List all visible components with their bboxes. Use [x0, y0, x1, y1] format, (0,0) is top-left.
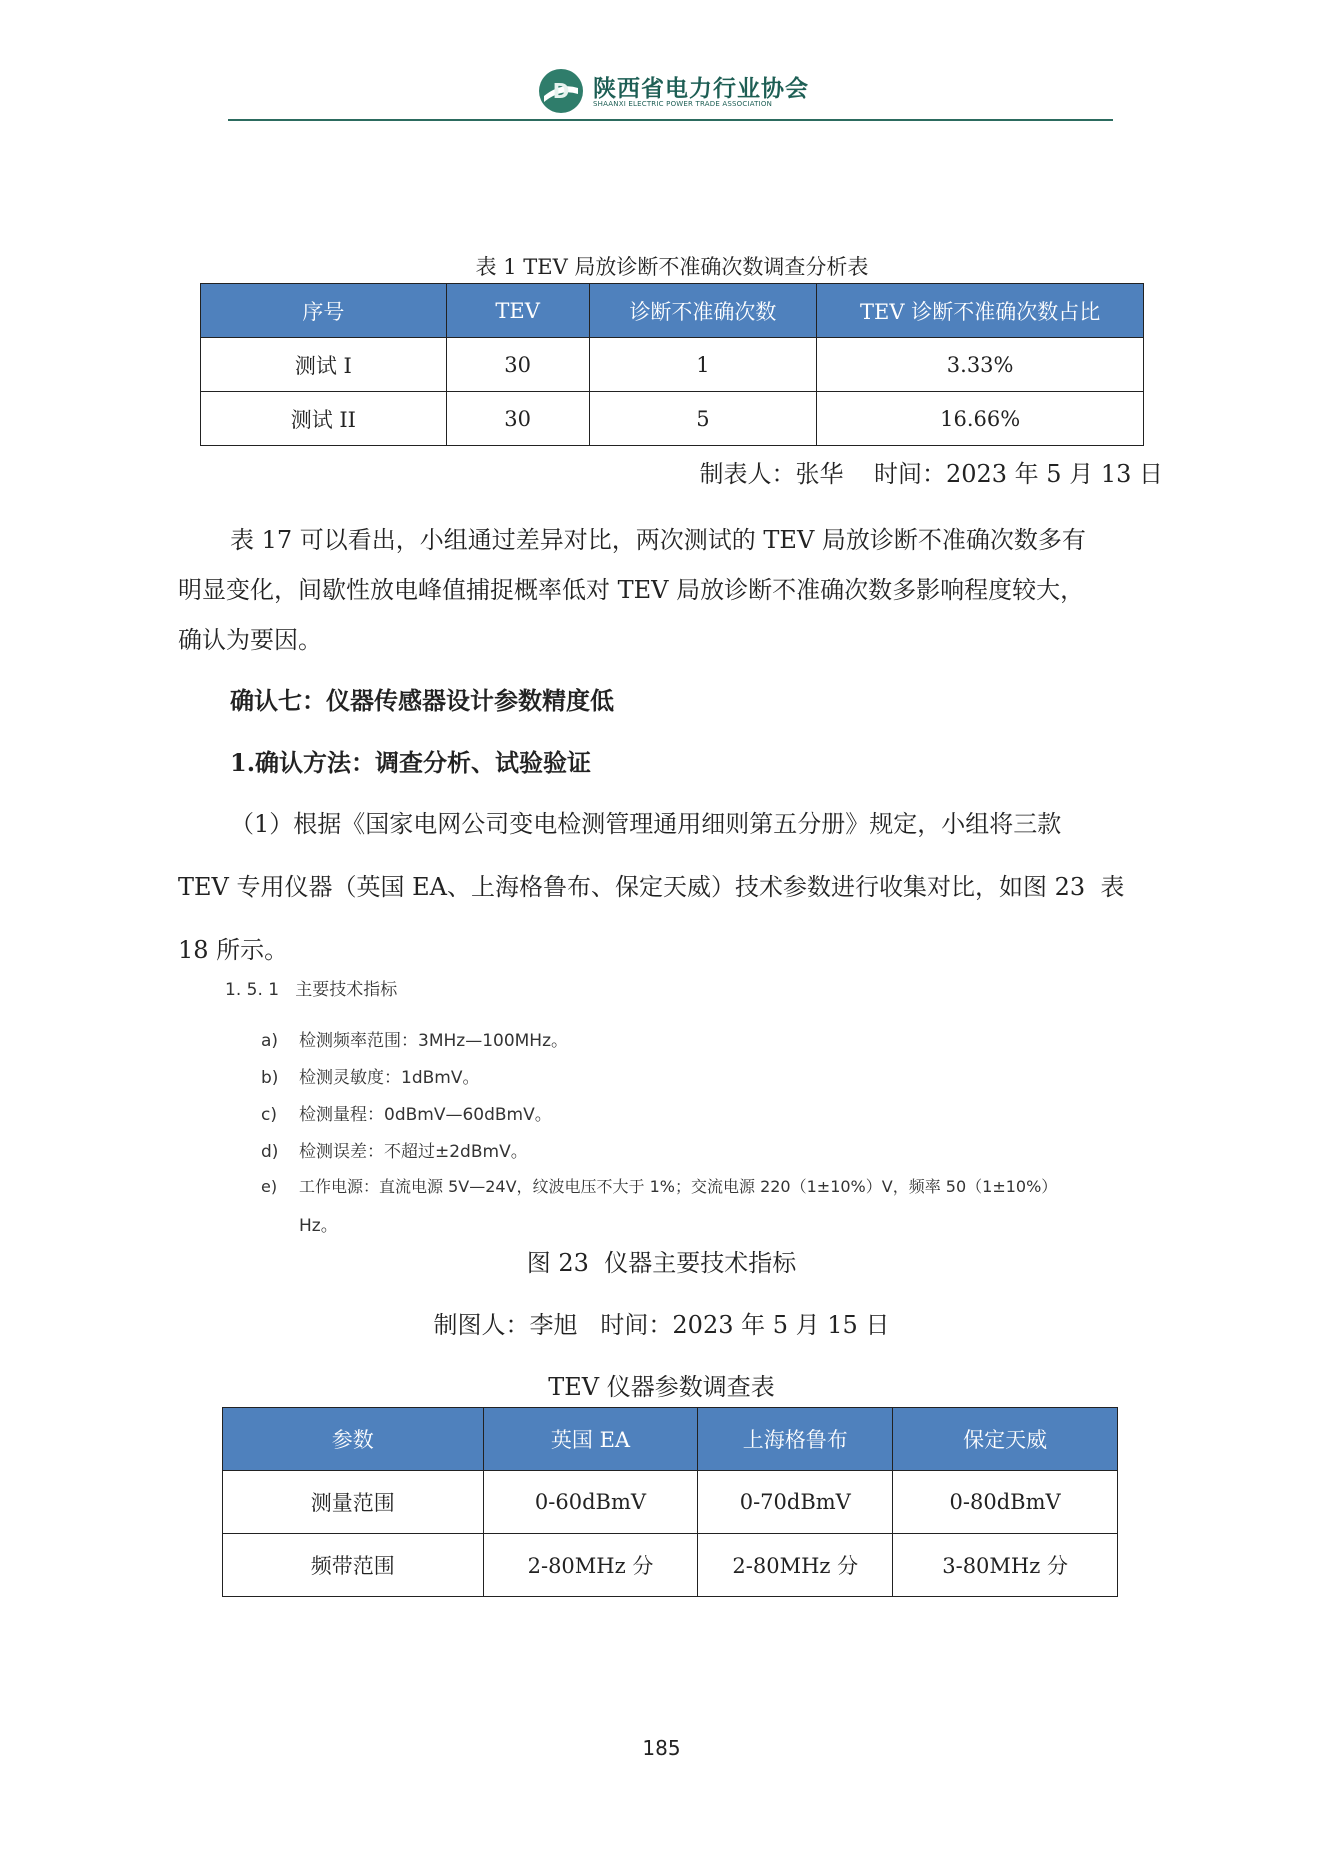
body-text-line: TEV 专用仪器（英国 EA、上海格鲁布、保定天威）技术参数进行收集对比，如图 23 表 — [178, 873, 1125, 901]
table-row — [223, 1534, 1118, 1597]
table2 — [222, 1407, 1118, 1597]
spec-item-text: 检测频率范围：3MHz—100MHz。 — [299, 1031, 569, 1051]
table2-cell: 测量范围 — [223, 1471, 484, 1534]
section-heading: 确认七：仪器传感器设计参数精度低 — [230, 686, 614, 715]
spec-item-letter: e) — [261, 1177, 278, 1196]
figure-caption: 图 23 仪器主要技术指标 — [526, 1249, 797, 1277]
table2-cell: 频带范围 — [223, 1534, 484, 1597]
table2-header-cell: 英国 EA — [483, 1408, 698, 1471]
table1-cell: 1 — [589, 338, 817, 392]
spec-item-text: 工作电源：直流电源 5V—24V，纹波电压不大于 1%；交流电源 220（1±10%）V，频率 50（1±10%） — [299, 1177, 1058, 1196]
body-text-line: 明显变化，间歇性放电峰值捕捉概率低对 TEV 局放诊断不准确次数多影响程度较大， — [178, 576, 1085, 604]
body-text-line: （1）根据《国家电网公司变电检测管理通用细则第五分册》规定，小组将三款 — [230, 810, 1062, 838]
spec-item-text: 检测灵敏度：1dBmV。 — [299, 1068, 480, 1088]
table1-header-cell: TEV — [446, 284, 589, 338]
table1-cell: 5 — [589, 392, 817, 446]
table-row — [201, 392, 1144, 446]
spec-item — [261, 1100, 552, 1125]
table2-cell: 2-80MHz 分 — [483, 1534, 698, 1597]
page-number: 185 — [642, 1736, 681, 1760]
svg-text:D: D — [552, 79, 570, 103]
table2-caption: TEV 仪器参数调查表 — [548, 1373, 775, 1401]
table2-cell: 0-60dBmV — [483, 1471, 698, 1534]
header-divider — [228, 119, 1113, 121]
table2-cell: 3-80MHz 分 — [893, 1534, 1118, 1597]
org-name-en: SHAANXI ELECTRIC POWER TRADE ASSOCIATION — [593, 100, 773, 108]
spec-item-continuation: Hz。 — [299, 1216, 338, 1236]
figure-23-image — [225, 975, 1105, 1243]
subsection-heading: 1.确认方法：调查分析、试验验证 — [230, 748, 592, 777]
body-text-line: 确认为要因。 — [178, 626, 322, 654]
table1 — [200, 283, 1144, 446]
figure-section-title: 1. 5. 1 主要技术指标 — [225, 980, 398, 1000]
spec-item-text: 检测误差：不超过±2dBmV。 — [299, 1142, 528, 1162]
table2-header-cell: 参数 — [223, 1408, 484, 1471]
spec-item-letter: a) — [261, 1031, 279, 1051]
table2-cell: 2-80MHz 分 — [698, 1534, 893, 1597]
table-row — [223, 1471, 1118, 1534]
spec-item — [261, 1063, 479, 1088]
table2-cell: 0-70dBmV — [698, 1471, 893, 1534]
table-row — [201, 338, 1144, 392]
org-name: 陕西省电力行业协会 — [593, 76, 809, 102]
spec-item — [261, 1137, 528, 1162]
table1-header-cell: TEV 诊断不准确次数占比 — [817, 284, 1144, 338]
table1-cell: 16.66% — [817, 392, 1144, 446]
body-text-line: 18 所示。 — [178, 936, 289, 964]
table2-cell: 0-80dBmV — [893, 1471, 1118, 1534]
table1-cell: 测试 II — [201, 392, 447, 446]
body-text-line: 表 17 可以看出，小组通过差异对比，两次测试的 TEV 局放诊断不准确次数多有 — [230, 526, 1086, 554]
spec-item — [261, 1026, 568, 1051]
table1-cell: 30 — [446, 392, 589, 446]
table1-cell: 测试 I — [201, 338, 447, 392]
table2-header-cell: 保定天威 — [893, 1408, 1118, 1471]
spec-item-letter: c) — [261, 1105, 277, 1125]
table1-header-cell: 诊断不准确次数 — [589, 284, 817, 338]
table2-header-cell: 上海格鲁布 — [698, 1408, 893, 1471]
logo-emblem-icon — [538, 68, 584, 114]
table1-cell: 3.33% — [817, 338, 1144, 392]
table1-caption: 表 1 TEV 局放诊断不准确次数调查分析表 — [475, 255, 869, 279]
figure-footer: 制图人：李旭 时间：2023 年 5 月 15 日 — [433, 1311, 890, 1339]
table1-footer: 制表人：张华 时间：2023 年 5 月 13 日 — [699, 460, 1163, 488]
association-logo — [538, 68, 809, 116]
spec-item-text: 检测量程：0dBmV—60dBmV。 — [299, 1105, 552, 1125]
spec-item-letter: b) — [261, 1068, 279, 1088]
spec-item — [261, 1174, 1057, 1197]
table1-cell: 30 — [446, 338, 589, 392]
table1-header-cell: 序号 — [201, 284, 447, 338]
spec-item-letter: d) — [261, 1142, 279, 1162]
